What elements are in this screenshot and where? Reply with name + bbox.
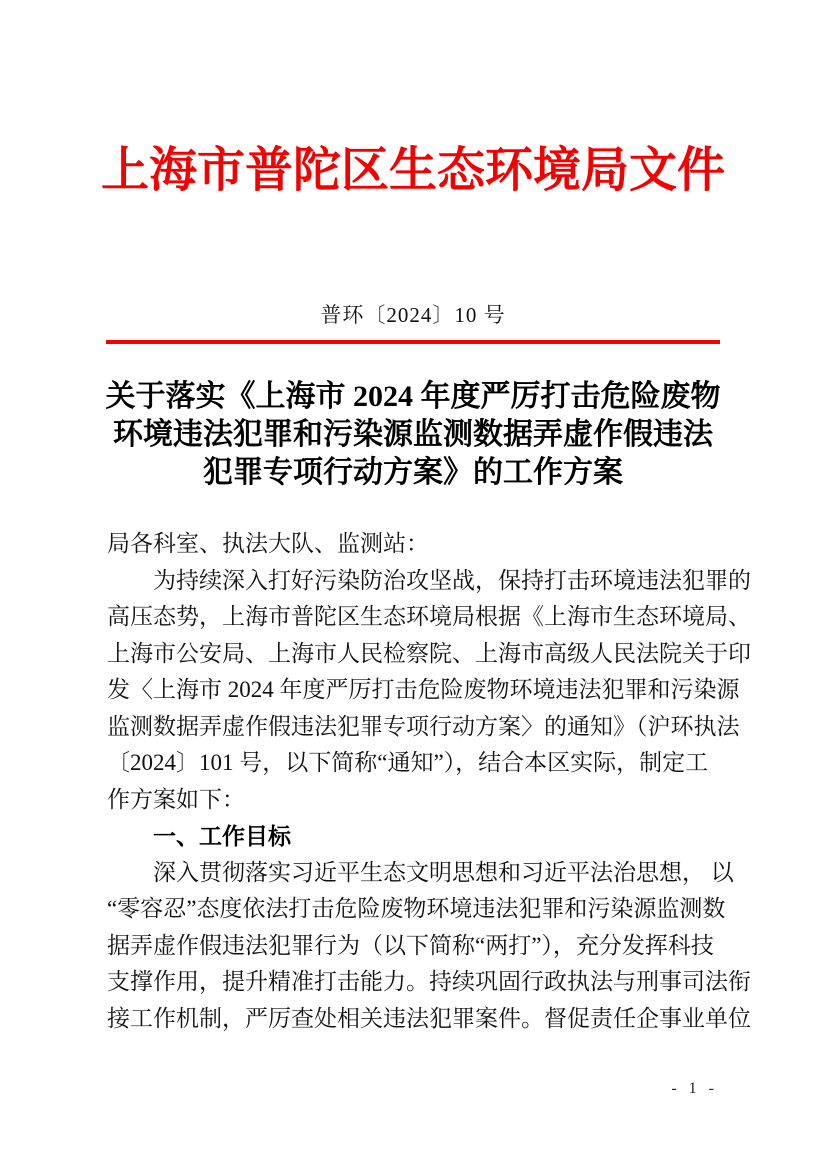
body-line: 作方案如下： xyxy=(107,786,245,812)
body-line: 为持续深入打好污染防治攻坚战，保持打击环境违法犯罪的 xyxy=(153,567,751,593)
document-number: 普环〔2024〕10 号 xyxy=(320,303,506,327)
body-line: 据弄虚作假违法犯罪行为（以下简称“两打”），充分发挥科技 xyxy=(107,932,714,958)
body-line: 上海市公安局、上海市人民检察院、上海市高级人民法院关于印 xyxy=(107,640,751,666)
section-heading: 一、工作目标 xyxy=(153,823,291,849)
body-line: 〔2024〕101 号，以下简称“通知”），结合本区实际，制定工 xyxy=(107,750,709,775)
body-line: 局各科室、执法大队、监测站： xyxy=(107,531,429,556)
header-divider-line xyxy=(106,340,720,344)
document-title-line: 环境违法犯罪和污染源监测数据弄虚作假违法 xyxy=(113,418,713,451)
body-line: 支撑作用，提升精准打击能力。持续巩固行政执法与刑事司法衔 xyxy=(107,969,751,994)
body-line: 高压态势，上海市普陀区生态环境局根据《上海市生态环境局、 xyxy=(107,604,751,629)
body-line: 监测数据弄虚作假违法犯罪专项行动方案〉的通知》（沪环执法 xyxy=(107,713,740,739)
document-title xyxy=(0,378,826,492)
document-title-line: 关于落实《上海市 2024 年度严厉打击危险废物 xyxy=(105,380,721,413)
document-title-line: 犯罪专项行动方案》的工作方案 xyxy=(203,456,623,489)
body-line: 深入贯彻落实习近平生态文明思想和习近平法治思想， 以 xyxy=(153,859,734,885)
body-line: “零容忍”态度依法打击危险废物环境违法犯罪和污染源监测数 xyxy=(107,896,726,921)
document-body xyxy=(0,526,826,1037)
document-header-title: 上海市普陀区生态环境局文件 xyxy=(100,144,725,197)
page-number: - 1 - xyxy=(671,1080,718,1097)
body-line: 发〈上海市 2024 年度严厉打击危险废物环境违法犯罪和污染源 xyxy=(107,677,740,702)
body-line: 接工作机制，严厉查处相关违法犯罪案件。督促责任企事业单位 xyxy=(107,1005,751,1031)
